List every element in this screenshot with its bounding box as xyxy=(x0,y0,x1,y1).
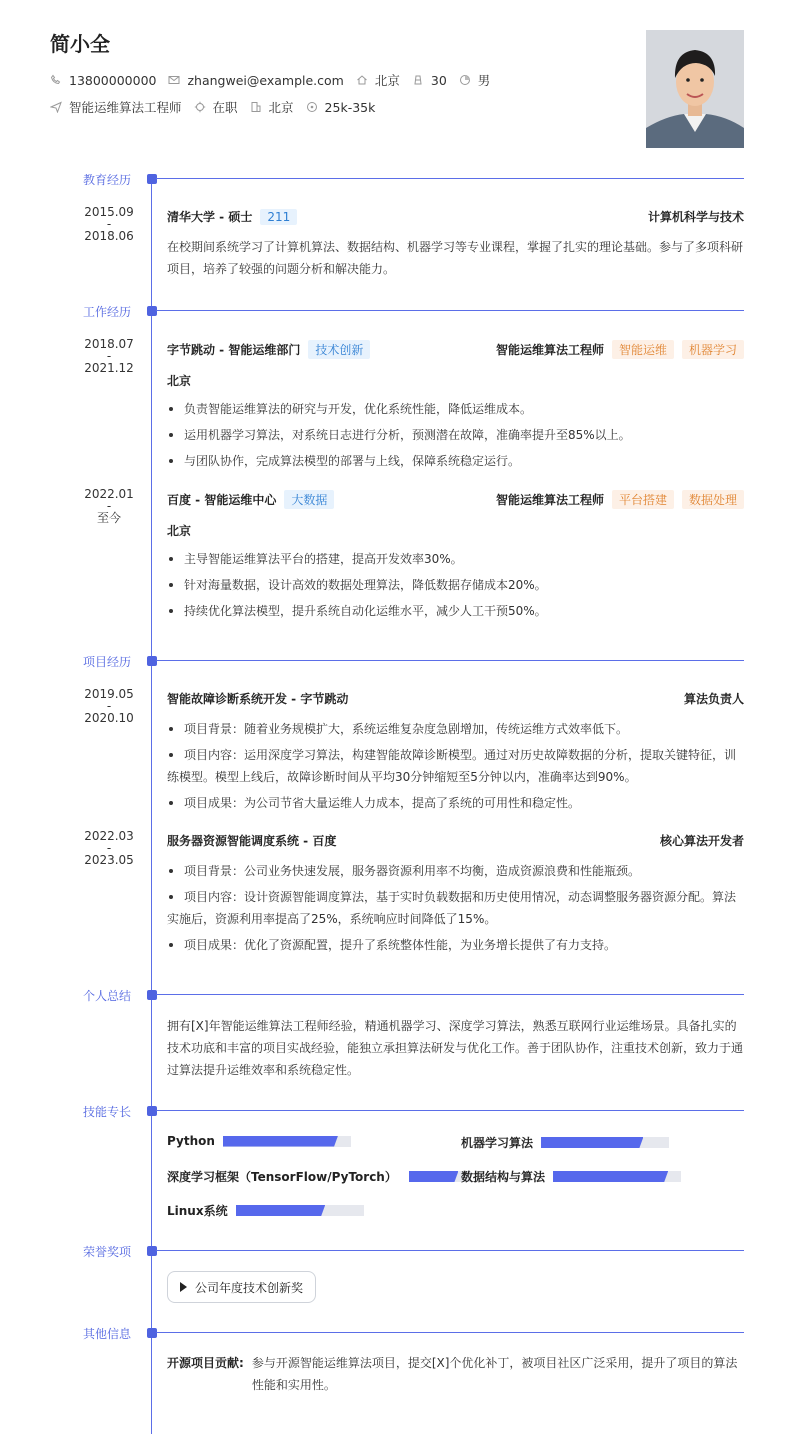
other-key: 开源项目贡献: xyxy=(167,1356,244,1370)
section-dot xyxy=(147,1246,157,1256)
work-bullets xyxy=(167,398,744,476)
section-title-summary: 个人总结 xyxy=(82,989,131,1003)
position: 智能运维算法工程师 xyxy=(495,493,604,507)
section-divider xyxy=(156,994,744,995)
age-item xyxy=(412,73,447,88)
project-header xyxy=(167,832,744,849)
work-bullets xyxy=(167,548,744,626)
section-dot xyxy=(147,656,157,666)
salary-item xyxy=(306,100,376,115)
project-name: 服务器资源智能调度系统 - 百度 xyxy=(167,834,337,848)
list-item: 运用机器学习算法，对系统日志进行分析，预测潜在故障，准确率提升至85%以上。 xyxy=(167,424,744,446)
award-label: 公司年度技术创新奖 xyxy=(195,1280,304,1295)
education-date: 2015.09 - 2018.06 xyxy=(84,205,134,243)
skill-tag: 平台搭建 xyxy=(612,490,674,509)
status-text: 在职 xyxy=(212,100,238,115)
work-city: 北京 xyxy=(167,374,192,388)
salary-text: 25k-35k xyxy=(324,99,376,115)
education-description: 在校期间系统学习了计算机算法、数据结构、机器学习等专业课程，掌握了扎实的理论基础。参与了多项科研项目，培养了较强的问题分析和解决能力。 xyxy=(167,240,744,276)
section-title-education: 教育经历 xyxy=(82,173,131,187)
summary-text: 拥有[X]年智能运维算法工程师经验，精通机器学习、深度学习算法，熟悉互联网行业运维场景。具备扎实的技术功底和丰富的项目实战经验，能独立承担算法研发与优化工作。善于团队协作，注重技术创新，致力于通过算法提升运维效率和系统稳定性。 xyxy=(167,1019,744,1077)
phone-text: 13800000000 xyxy=(69,72,157,88)
building-icon xyxy=(250,101,262,113)
job-title-item xyxy=(50,98,182,116)
location-text: 北京 xyxy=(374,73,400,88)
job-title-text: 智能运维算法工程师 xyxy=(69,100,182,115)
skill-bar xyxy=(223,1136,351,1147)
skill-name: Linux系统 xyxy=(167,1204,228,1218)
status-item xyxy=(194,98,238,116)
section-dot xyxy=(147,990,157,1000)
list-item: 项目内容：设计资源智能调度算法，基于实时负载数据和历史使用情况，动态调整服务器资源分配。算法实施后，资源利用率提高了25%，系统响应时间降低了15%。 xyxy=(167,886,744,930)
skill-item xyxy=(461,1168,681,1185)
company-tag: 技术创新 xyxy=(308,340,370,359)
section-divider xyxy=(156,1110,744,1111)
section-title-honors: 荣誉奖项 xyxy=(82,1245,131,1259)
gender-item xyxy=(459,71,491,89)
skill-tag: 数据处理 xyxy=(682,490,744,509)
list-item: 持续优化算法模型，提升系统自动化运维水平，减少人工干预50%。 xyxy=(167,600,744,622)
skill-item xyxy=(461,1134,669,1151)
list-item: 项目成果：优化了资源配置，提升了系统整体性能，为业务增长提供了有力支持。 xyxy=(167,934,744,956)
list-item: 项目背景：公司业务快速发展，服务器资源利用率不均衡，造成资源浪费和性能瓶颈。 xyxy=(167,860,744,882)
section-title-skills: 技能专长 xyxy=(82,1105,131,1119)
job-row xyxy=(50,98,387,116)
home-icon xyxy=(356,74,368,86)
section-divider xyxy=(156,1332,744,1333)
company-name: 百度 - 智能运维中心 xyxy=(167,493,277,507)
skill-item xyxy=(167,1202,364,1219)
section-divider xyxy=(156,660,744,661)
email-text: zhangwei@example.com xyxy=(187,72,344,88)
skill-bar-fill xyxy=(553,1171,668,1182)
section-title-other: 其他信息 xyxy=(82,1327,131,1341)
project-bullets xyxy=(167,718,744,818)
section-title-work: 工作经历 xyxy=(82,305,131,319)
section-divider xyxy=(156,178,744,179)
skill-name: Python xyxy=(167,1134,215,1148)
list-item: 项目内容：运用深度学习算法，构建智能故障诊断模型。通过对历史故障数据的分析，提取关键特征，训练模型。模型上线后，故障诊断时间从平均30分钟缩短至5分钟以内，准确率达到90%。 xyxy=(167,744,744,788)
work-city: 北京 xyxy=(167,524,192,538)
location-item xyxy=(356,71,400,89)
section-dot xyxy=(147,1328,157,1338)
section-title-projects: 项目经历 xyxy=(82,655,131,669)
work-date: 2022.01 - 至今 xyxy=(84,487,134,525)
skill-bar xyxy=(236,1205,364,1216)
project-date: 2019.05 - 2020.10 xyxy=(84,687,134,725)
award-item[interactable] xyxy=(167,1271,316,1303)
skill-bar xyxy=(553,1171,681,1182)
project-role: 核心算法开发者 xyxy=(659,834,744,848)
other-info xyxy=(167,1352,744,1396)
contact-row xyxy=(50,71,502,89)
education-header xyxy=(167,208,744,225)
candidate-name: 简小全 xyxy=(50,32,110,56)
email-item xyxy=(168,73,343,88)
work-date: 2018.07 - 2021.12 xyxy=(84,337,134,375)
mail-icon xyxy=(168,74,180,86)
work-header xyxy=(167,340,744,359)
play-icon xyxy=(180,1282,187,1292)
skill-bar xyxy=(541,1137,669,1148)
company-tag: 大数据 xyxy=(284,490,334,509)
send-icon xyxy=(50,101,62,113)
skill-bar-fill xyxy=(409,1171,459,1182)
skill-bar-fill xyxy=(223,1136,338,1147)
section-divider xyxy=(156,310,744,311)
skill-item xyxy=(167,1168,471,1185)
salary-icon xyxy=(306,101,318,113)
list-item: 项目背景：随着业务规模扩大，系统运维复杂度急剧增加，传统运维方式效率低下。 xyxy=(167,718,744,740)
age-text: 30 xyxy=(430,72,447,88)
work-header xyxy=(167,490,744,509)
section-dot xyxy=(147,174,157,184)
skill-name: 数据结构与算法 xyxy=(461,1170,546,1184)
major: 计算机科学与技术 xyxy=(647,210,744,224)
school-tag: 211 xyxy=(260,209,297,225)
status-icon xyxy=(194,101,206,113)
list-item: 项目成果：为公司节省大量运维人力成本，提高了系统的可用性和稳定性。 xyxy=(167,792,744,814)
project-role: 算法负责人 xyxy=(683,692,744,706)
skill-item xyxy=(167,1134,351,1148)
skill-tag: 机器学习 xyxy=(682,340,744,359)
school-name: 清华大学 - 硕士 xyxy=(167,210,253,224)
list-item: 与团队协作，完成算法模型的部署与上线，保障系统稳定运行。 xyxy=(167,450,744,472)
skill-bar-fill xyxy=(236,1205,326,1216)
skill-tag: 智能运维 xyxy=(612,340,674,359)
project-date: 2022.03 - 2023.05 xyxy=(84,829,134,867)
other-value: 参与开源智能运维算法项目，提交[X]个优化补丁，被项目社区广泛采用，提升了项目的算法性能和实用性。 xyxy=(251,1356,738,1392)
skill-bar-fill xyxy=(541,1137,643,1148)
position: 智能运维算法工程师 xyxy=(495,343,604,357)
gender-text: 男 xyxy=(477,73,491,88)
section-dot xyxy=(147,306,157,316)
gender-icon xyxy=(459,74,471,86)
company-name: 字节跳动 - 智能运维部门 xyxy=(167,343,301,357)
project-header xyxy=(167,690,744,707)
work-city-text: 北京 xyxy=(268,100,294,115)
list-item: 针对海量数据，设计高效的数据处理算法，降低数据存储成本20%。 xyxy=(167,574,744,596)
skill-name: 深度学习框架（TensorFlow/PyTorch） xyxy=(167,1170,397,1184)
project-name: 智能故障诊断系统开发 - 字节跳动 xyxy=(167,692,349,706)
phone-icon xyxy=(50,74,62,86)
section-divider xyxy=(156,1250,744,1251)
project-bullets xyxy=(167,860,744,960)
list-item: 负责智能运维算法的研究与开发，优化系统性能，降低运维成本。 xyxy=(167,398,744,420)
section-dot xyxy=(147,1106,157,1116)
work-city-item xyxy=(250,98,294,116)
phone-item xyxy=(50,73,156,88)
skill-name: 机器学习算法 xyxy=(461,1136,534,1150)
list-item: 主导智能运维算法平台的搭建，提高开发效率30%。 xyxy=(167,548,744,570)
avatar xyxy=(646,30,744,148)
age-icon xyxy=(412,74,424,86)
